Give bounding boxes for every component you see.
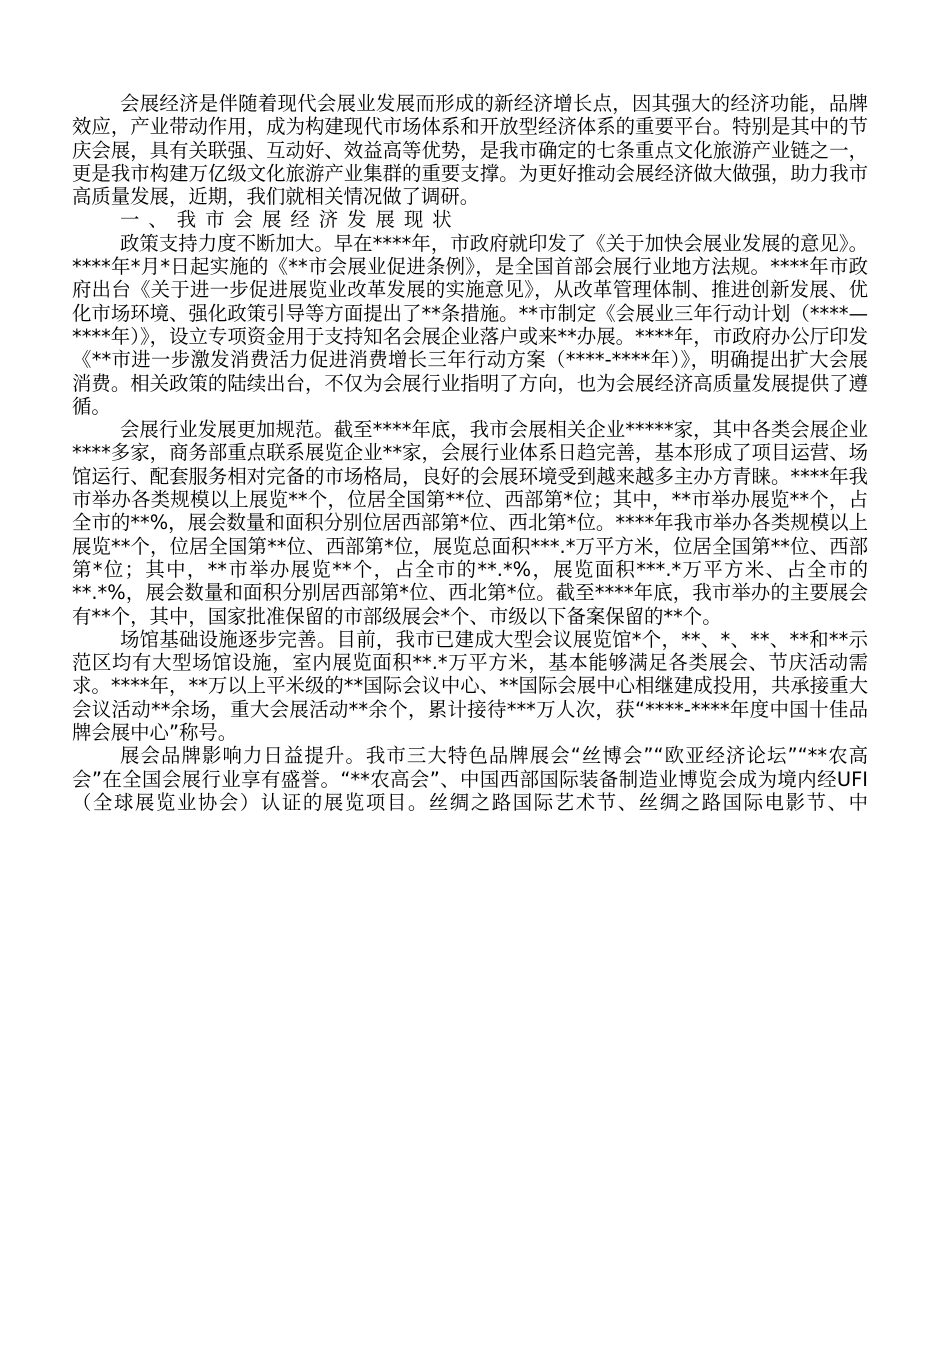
paragraph-policy-support: 政策支持力度不断加大。早在****年，市政府就印发了《关于加快会展业发展的意见》。****年*月*日起实施的《**市会展业促进条例》，是全国首部会展行业地方法规。****年市政府出台《关于进一步促进展览业改革发展的实施意见》，从改革管理体制、推进创新发展、优化市场环境、强化政策引导等方面提出了**条措施。**市制定《会展业三年行动计划（****—****年）》，设立专项资金用于支持知名会展企业落户或来**办展。****年，市政府办公厅印发《**市进一步激发消费活力促进消费增长三年行动方案（****-****年）》，明确提出扩大会展消费。相关政策的陆续出台，不仅为会展行业指明了方向，也为会展经济高质量发展提供了遵循。	[72, 231, 868, 418]
section-heading: 一、我市会展经济发展现状	[120, 208, 461, 232]
intro-paragraph: 会展经济是伴随着现代会展业发展而形成的新经济增长点，因其强大的经济功能，品牌效应，产业带动作用，成为构建现代市场体系和开放型经济体系的重要平台。特别是其中的节庆会展，具有关联强、互动好、效益高等优势，是我市确定的七条重点文化旅游产业链之一，更是我市构建万亿级文化旅游产业集群的重要支撑。为更好推动会展经济做大做强，助力我市高质量发展，近期，我们就相关情况做了调研。	[72, 92, 868, 209]
paragraph-industry-development: 会展行业发展更加规范。截至****年底，我市会展相关企业*****家，其中各类会展企业****多家，商务部重点联系展览企业**家，会展行业体系日趋完善，基本形成了项目运营、场馆运行、配套服务相对完备的市场格局，良好的会展环境受到越来越多主办方青睐。****年我市举办各类规模以上展览**个，位居全国第**位、西部第*位；其中，**市举办展览**个，占全市的**%，展会数量和面积分别位居西部第*位、西北第*位。****年我市举办各类规模以上展览**个，位居全国第**位、西部第*位，展览总面积***.*万平方米，位居全国第**位、西部第*位；其中，**市举办展览**个，占全市的**.*%，展览面积***.*万平方米、占全市的**.*%，展会数量和面积分别居西部第*位、西北第*位。截至****年底，我市举办的主要展会有**个，其中，国家批准保留的市部级展会*个、市级以下备案保留的**个。	[72, 418, 868, 628]
paragraph-brand-influence: 展会品牌影响力日益提升。我市三大特色品牌展会“丝博会”“欧亚经济论坛”“**农高会”在全国会展行业享有盛誉。“**农高会”、中国西部国际装备制造业博览会成为境内经UFI（全球展览业协会）认证的展览项目。丝绸之路国际艺术节、丝绸之路国际电影节、中	[72, 744, 868, 814]
document-page	[72, 92, 868, 814]
paragraph-venue-infrastructure: 场馆基础设施逐步完善。目前，我市已建成大型会议展览馆*个，**、*、**、**和**示范区均有大型场馆设施，室内展览面积**.*万平方米，基本能够满足各类展会、节庆活动需求。****年，**万以上平米级的**国际会议中心、**国际会展中心相继建成投用，共承接重大会议活动**余场，重大会展活动**余个，累计接待***万人次，获“****-****年度中国十佳品牌会展中心”称号。	[72, 627, 868, 745]
